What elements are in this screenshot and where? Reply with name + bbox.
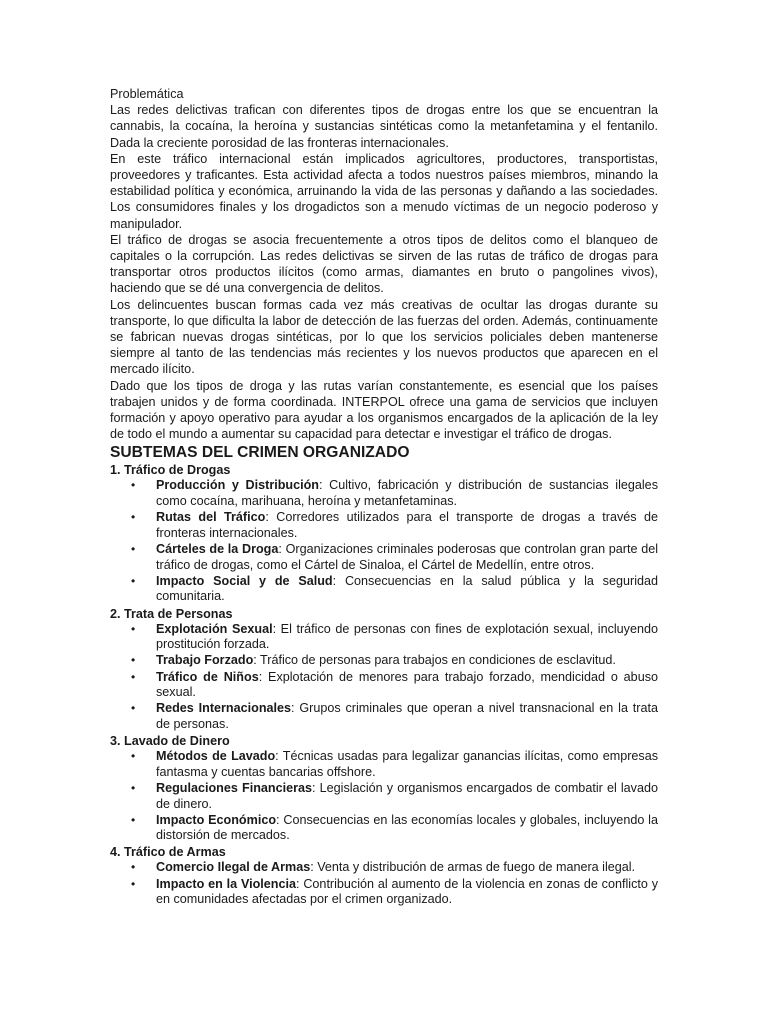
item-term: Impacto en la Violencia xyxy=(156,876,297,891)
intro-title: Problemática xyxy=(110,87,184,101)
item-term: Redes Internacionales xyxy=(156,701,292,716)
item-text: : Técnicas usadas para legalizar ganancias ilícitas, como empresas fantasma y cuentas bancarias offshore. xyxy=(156,749,658,779)
bullet-icon: • xyxy=(131,653,136,668)
list-item xyxy=(110,860,658,876)
section-title: 3. Lavado de Dinero xyxy=(110,734,230,749)
item-text: : Consecuencias en la salud pública y la seguridad comunitaria. xyxy=(156,573,658,604)
list-item xyxy=(110,749,658,780)
list-item xyxy=(110,653,658,669)
bullet-icon: • xyxy=(131,812,136,827)
section-title: 1. Tráfico de Drogas xyxy=(110,463,231,478)
item-text: : Tráfico de personas para trabajos en condiciones de esclavitud. xyxy=(253,653,616,668)
list-item xyxy=(110,877,658,908)
item-term: Comercio Ilegal de Armas xyxy=(156,860,311,875)
intro-paragraph: Dado que los tipos de droga y las rutas varían constantemente, es esencial que los países trabajen unidos y de forma coordinada. INTERPOL ofrece una gama de servicios que incluyen formación y apoyo operativo para ayudar a los organismos encargados de la aplicación de la ley de todo el mundo a aumentar su capacidad para detectar e investigar el tráfico de drogas. xyxy=(110,378,658,442)
item-text: : Grupos criminales que operan a nivel transnacional en la trata de personas. xyxy=(156,701,658,731)
intro-paragraph: En este tráfico internacional están implicados agricultores, productores, transportistas, proveedores y traficantes. Esta actividad afecta a todos nuestros países miembros, minando la estabilidad política y económica, arruinando la vida de las personas y dañando a las sociedades. Los consumidores finales y los drogadictos son a menudo víctimas de un negocio poderoso y manipulador. xyxy=(110,151,658,231)
bullet-icon: • xyxy=(131,669,136,684)
bullet-list xyxy=(110,478,658,605)
item-text: : Consecuencias en las economías locales y globales, incluyendo la distorsión de mercados. xyxy=(156,812,658,843)
bullet-icon: • xyxy=(131,780,136,795)
document-page xyxy=(110,86,658,908)
section-title: 4. Tráfico de Armas xyxy=(110,845,226,860)
list-item xyxy=(110,574,658,605)
list-item xyxy=(110,813,658,844)
item-term: Producción y Distribución xyxy=(156,478,319,493)
section-human-trafficking xyxy=(110,606,658,733)
item-term: Impacto Económico xyxy=(156,812,277,827)
intro-paragraph: Los delincuentes buscan formas cada vez más creativas de ocultar las drogas durante su transporte, lo que dificulta la labor de detección de las fuerzas del orden. Además, continuamente se fabrican nuevas drogas sintéticas, por lo que los servicios policiales deben mantenerse siempre al tanto de las tendencias más recientes y los nuevos productos que aparecen en el mercado ilícito. xyxy=(110,297,658,377)
bullet-icon: • xyxy=(131,876,136,891)
item-text: : Legislación y organismos encargados de combatir el lavado de dinero. xyxy=(156,780,658,811)
item-term: Impacto Social y de Salud xyxy=(156,573,333,588)
item-term: Cárteles de la Droga xyxy=(156,542,279,557)
bullet-icon: • xyxy=(131,621,136,636)
bullet-list xyxy=(110,622,658,733)
list-item xyxy=(110,701,658,732)
item-text: : Explotación de menores para trabajo forzado, mendicidad o abuso sexual. xyxy=(156,669,658,700)
item-text: : Contribución al aumento de la violencia en zonas de conflicto y en comunidades afectadas por el crimen organizado. xyxy=(156,876,658,907)
item-term: Regulaciones Financieras xyxy=(156,780,313,795)
item-text: : El tráfico de personas con fines de explotación sexual, incluyendo prostitución forzada. xyxy=(156,621,658,652)
bullet-list xyxy=(110,860,658,907)
bullet-icon: • xyxy=(131,478,136,493)
section-arms-trafficking xyxy=(110,844,658,907)
item-term: Métodos de Lavado xyxy=(156,749,276,764)
item-term: Tráfico de Niños xyxy=(156,669,259,684)
item-term: Rutas del Tráfico xyxy=(156,510,266,525)
intro-paragraph: Las redes delictivas trafican con diferentes tipos de drogas entre los que se encuentran la cannabis, la cocaína, la heroína y sustancias sintéticas como la metanfetamina y el fentanilo. Dada la creciente porosidad de las fronteras internacionales. xyxy=(110,103,658,150)
list-item xyxy=(110,542,658,573)
bullet-icon: • xyxy=(131,701,136,716)
item-text: : Venta y distribución de armas de fuego de manera ilegal. xyxy=(310,860,636,875)
item-term: Explotación Sexual xyxy=(156,621,273,636)
list-item xyxy=(110,622,658,653)
section-money-laundering xyxy=(110,733,658,844)
bullet-icon: • xyxy=(131,860,136,875)
section-drug-trafficking xyxy=(110,462,658,605)
item-text: : Organizaciones criminales poderosas que controlan gran parte del tráfico de drogas, como el Cártel de Sinaloa, el Cártel de Medellín, entre otros. xyxy=(156,542,658,572)
bullet-icon: • xyxy=(131,510,136,525)
bullet-icon: • xyxy=(131,542,136,557)
bullet-icon: • xyxy=(131,573,136,588)
list-item xyxy=(110,781,658,812)
section-heading: SUBTEMAS DEL CRIMEN ORGANIZADO xyxy=(110,444,410,462)
bullet-icon: • xyxy=(131,749,136,764)
list-item xyxy=(110,510,658,541)
item-term: Trabajo Forzado xyxy=(156,653,254,668)
section-title: 2. Trata de Personas xyxy=(110,606,233,621)
list-item xyxy=(110,670,658,701)
item-text: : Cultivo, fabricación y distribución de sustancias ilegales como cocaína, marihuana, heroína y metanfetaminas. xyxy=(156,478,658,509)
list-item xyxy=(110,478,658,509)
intro-paragraph: El tráfico de drogas se asocia frecuentemente a otros tipos de delitos como el blanqueo de capitales o la corrupción. Las redes delictivas se sirven de las rutas de tráfico de drogas para transportar otros productos ilícitos (como armas, diamantes en bruto o pangolines vivos), haciendo que se dé una convergencia de delitos. xyxy=(110,232,658,296)
item-text: : Corredores utilizados para el transporte de drogas a través de fronteras internacionales. xyxy=(156,510,658,540)
bullet-list xyxy=(110,749,658,844)
